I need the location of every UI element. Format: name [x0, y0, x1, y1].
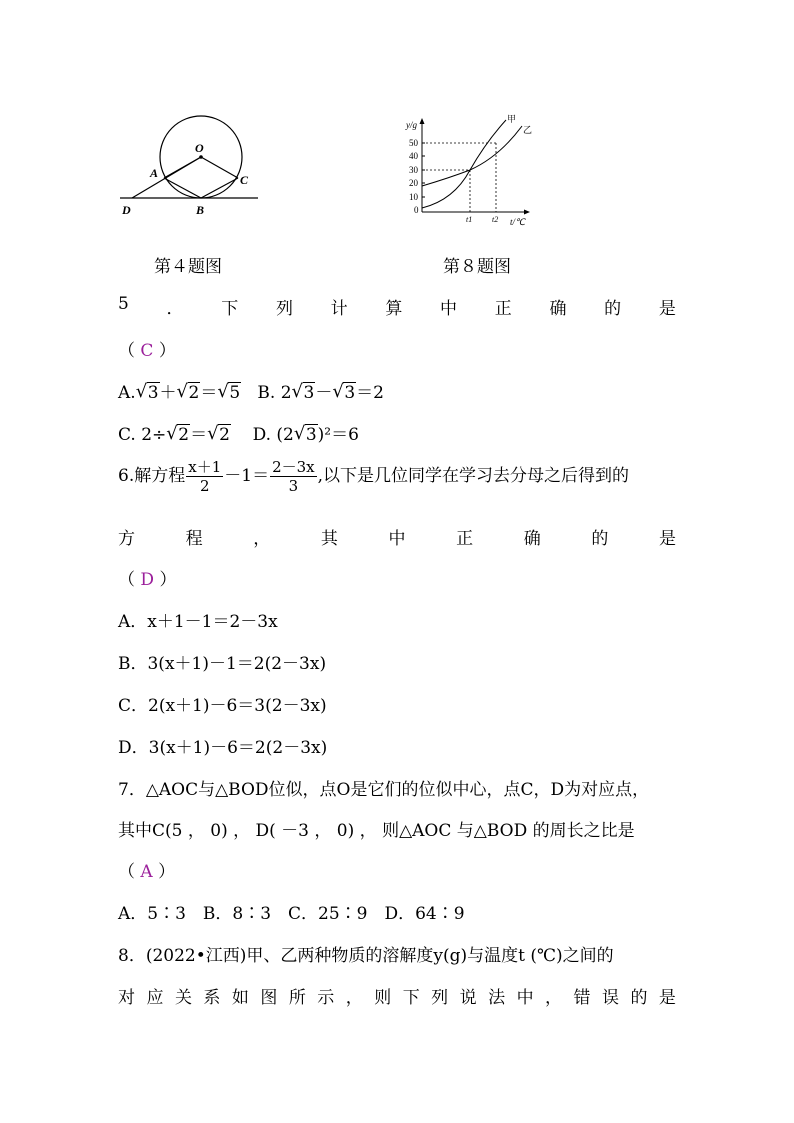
- figure-4-caption: 第４题图: [154, 257, 222, 277]
- curve-yi: [422, 126, 522, 186]
- q5-options-cd: C. 2÷√ 2＝√ 2 D. (2√ 3)²＝6: [118, 420, 359, 445]
- q5-stem: 5 ． 下 列 计 算 中 正 确 的 是: [118, 294, 676, 319]
- dashed-guides: [422, 143, 496, 212]
- q6-stem-2: 方 程 ， 其 中 正 确 的 是: [118, 529, 676, 549]
- q6-stem: 6.解方程 $\frac{x+1}{2}$ －1＝ $\frac{2-3x}{3}$ ,以下是几位同学在学习去分母之后得到的: [118, 458, 630, 495]
- q8-stem-1: 8．(2022•江西)甲、乙两种物质的溶解度y(g)与温度t (℃)之间的: [118, 946, 614, 966]
- q5-options-ab: A.√ 3＋√ 2＝√ 5 B. 2√ 3－√ 3＝2: [118, 378, 384, 403]
- y-axis-arrow: [420, 118, 425, 124]
- q6-answer-value: D: [140, 570, 155, 590]
- q7-options: A．5∶3 B．8∶3 C．25∶9 D．64∶9: [118, 904, 465, 924]
- figure-8: [404, 112, 540, 232]
- segment-ab: [164, 178, 201, 198]
- curve-jia: [422, 120, 506, 208]
- label-a: A: [150, 166, 159, 180]
- x-tick-t2: t2: [492, 215, 499, 224]
- figure-4: [112, 108, 272, 228]
- point-o: [199, 155, 203, 159]
- segment-oa: [164, 157, 201, 178]
- q6-option-c: C．2(x＋1)－6＝3(2－3x): [118, 696, 327, 716]
- segment-oc: [201, 157, 238, 178]
- y-tick-10: 10: [409, 192, 418, 202]
- q7-answer-value: A: [140, 862, 153, 882]
- curve-label-yi: 乙: [523, 125, 533, 135]
- y-tick-0: 0: [414, 205, 419, 215]
- q5-answer: （ C ）: [118, 341, 176, 361]
- y-tick-20: 20: [409, 178, 418, 188]
- segment-bc: [201, 178, 238, 198]
- label-d: D: [122, 203, 131, 217]
- q6-option-a: A．x＋1－1＝2－3x: [118, 612, 278, 632]
- y-tick-50: 50: [409, 138, 418, 148]
- y-tick-40: 40: [409, 151, 418, 161]
- y-tick-30: 30: [409, 165, 418, 175]
- q7-stem-2: 其中C(5 ， 0) ， D( －3 ， 0) ， 则△AOC 与△BOD 的周长之比是: [118, 821, 635, 841]
- q6-option-b: B．3(x＋1)－1＝2(2－3x): [118, 654, 327, 674]
- x-tick-t1: t1: [466, 215, 473, 224]
- q8-stem-2: 对 应 关 系 如 图 所 示 ， 则 下 列 说 法 中 ， 错 误 的 是: [118, 988, 676, 1008]
- label-c: C: [240, 173, 249, 187]
- label-b: B: [196, 203, 205, 217]
- q5-answer-value: C: [140, 341, 154, 361]
- label-o: O: [195, 141, 204, 155]
- q7-answer: （ A ）: [118, 862, 176, 882]
- q6-option-d: D．3(x＋1)－6＝2(2－3x): [118, 738, 328, 758]
- q6-answer: （ D ）: [118, 570, 177, 590]
- figure-8-caption: 第８题图: [443, 257, 511, 277]
- y-axis-label: y/g: [406, 120, 417, 130]
- x-axis-arrow: [524, 210, 530, 215]
- x-axis-label: t/℃: [510, 217, 526, 227]
- q7-stem-1: 7．△AOC与△BOD位似，点O是它们的位似中心，点C，D为对应点，: [118, 780, 650, 800]
- y-tick-labels: [409, 138, 419, 215]
- curve-label-jia: 甲: [507, 114, 517, 124]
